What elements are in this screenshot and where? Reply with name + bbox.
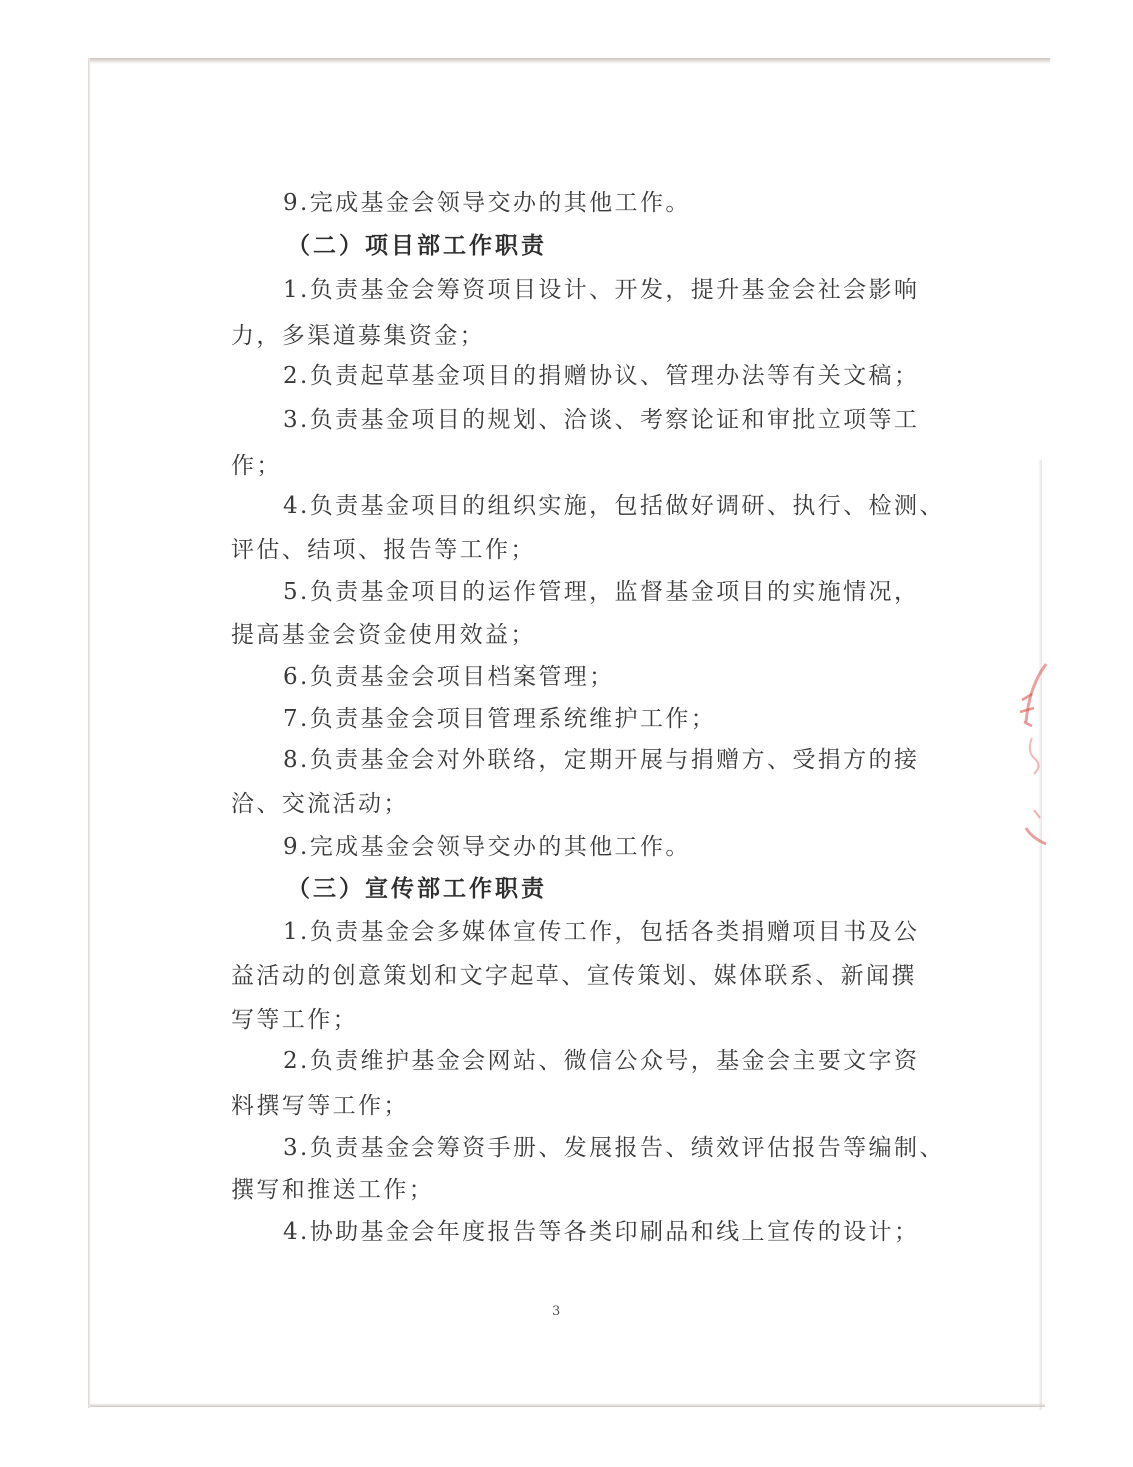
item-line: 2.负责维护基金会网站、微信公众号，基金会主要文字资 (283, 1048, 920, 1074)
item-line-continuation: 料撰写等工作； (231, 1093, 409, 1119)
item-line-continuation: 作； (231, 453, 282, 479)
item-line: 3.负责基金项目的规划、洽谈、考察论证和审批立项等工 (283, 407, 920, 433)
sheet-edge-right (1038, 460, 1042, 1410)
item-line-continuation: 洽、交流活动； (231, 791, 409, 817)
item-line: 9.完成基金会领导交办的其他工作。 (283, 834, 691, 860)
item-line-continuation: 评估、结项、报告等工作； (231, 537, 536, 563)
item-line-continuation: 益活动的创意策划和文字起草、宣传策划、媒体联系、新闻撰 (231, 963, 917, 989)
section-heading-publicity-dept: （三）宣传部工作职责 (287, 875, 547, 902)
item-line: 6.负责基金会项目档案管理； (283, 664, 615, 690)
sheet-edge-left (88, 58, 91, 1408)
item-line: 9.完成基金会领导交办的其他工作。 (283, 190, 691, 216)
item-line-continuation: 提高基金会资金使用效益； (231, 622, 536, 648)
item-line: 2.负责起草基金项目的捐赠协议、管理办法等有关文稿； (283, 363, 920, 389)
sheet-edge-bottom (90, 1403, 1045, 1407)
item-line-continuation: 撰写和推送工作； (231, 1177, 435, 1203)
sheet-edge-top (90, 58, 1050, 64)
item-line-continuation: 写等工作； (231, 1007, 358, 1033)
item-line: 8.负责基金会对外联络，定期开展与捐赠方、受捐方的接 (283, 747, 920, 773)
section-heading-project-dept: （二）项目部工作职责 (287, 232, 547, 259)
item-line: 7.负责基金会项目管理系统维护工作； (283, 706, 717, 732)
item-line: 4.协助基金会年度报告等各类印刷品和线上宣传的设计； (283, 1219, 920, 1245)
item-line: 1.负责基金会筹资项目设计、开发，提升基金会社会影响 (283, 277, 920, 303)
item-line: 1.负责基金会多媒体宣传工作，包括各类捐赠项目书及公 (283, 919, 920, 945)
item-line: 4.负责基金项目的组织实施，包括做好调研、执行、检测、 (283, 493, 945, 519)
item-line-continuation: 力，多渠道募集资金； (231, 323, 485, 349)
item-line: 5.负责基金项目的运作管理，监督基金项目的实施情况， (283, 579, 920, 605)
seal-stamp-fragment (1010, 660, 1050, 850)
page-number: 3 (552, 1304, 561, 1319)
item-line: 3.负责基金会筹资手册、发展报告、绩效评估报告等编制、 (283, 1135, 945, 1161)
